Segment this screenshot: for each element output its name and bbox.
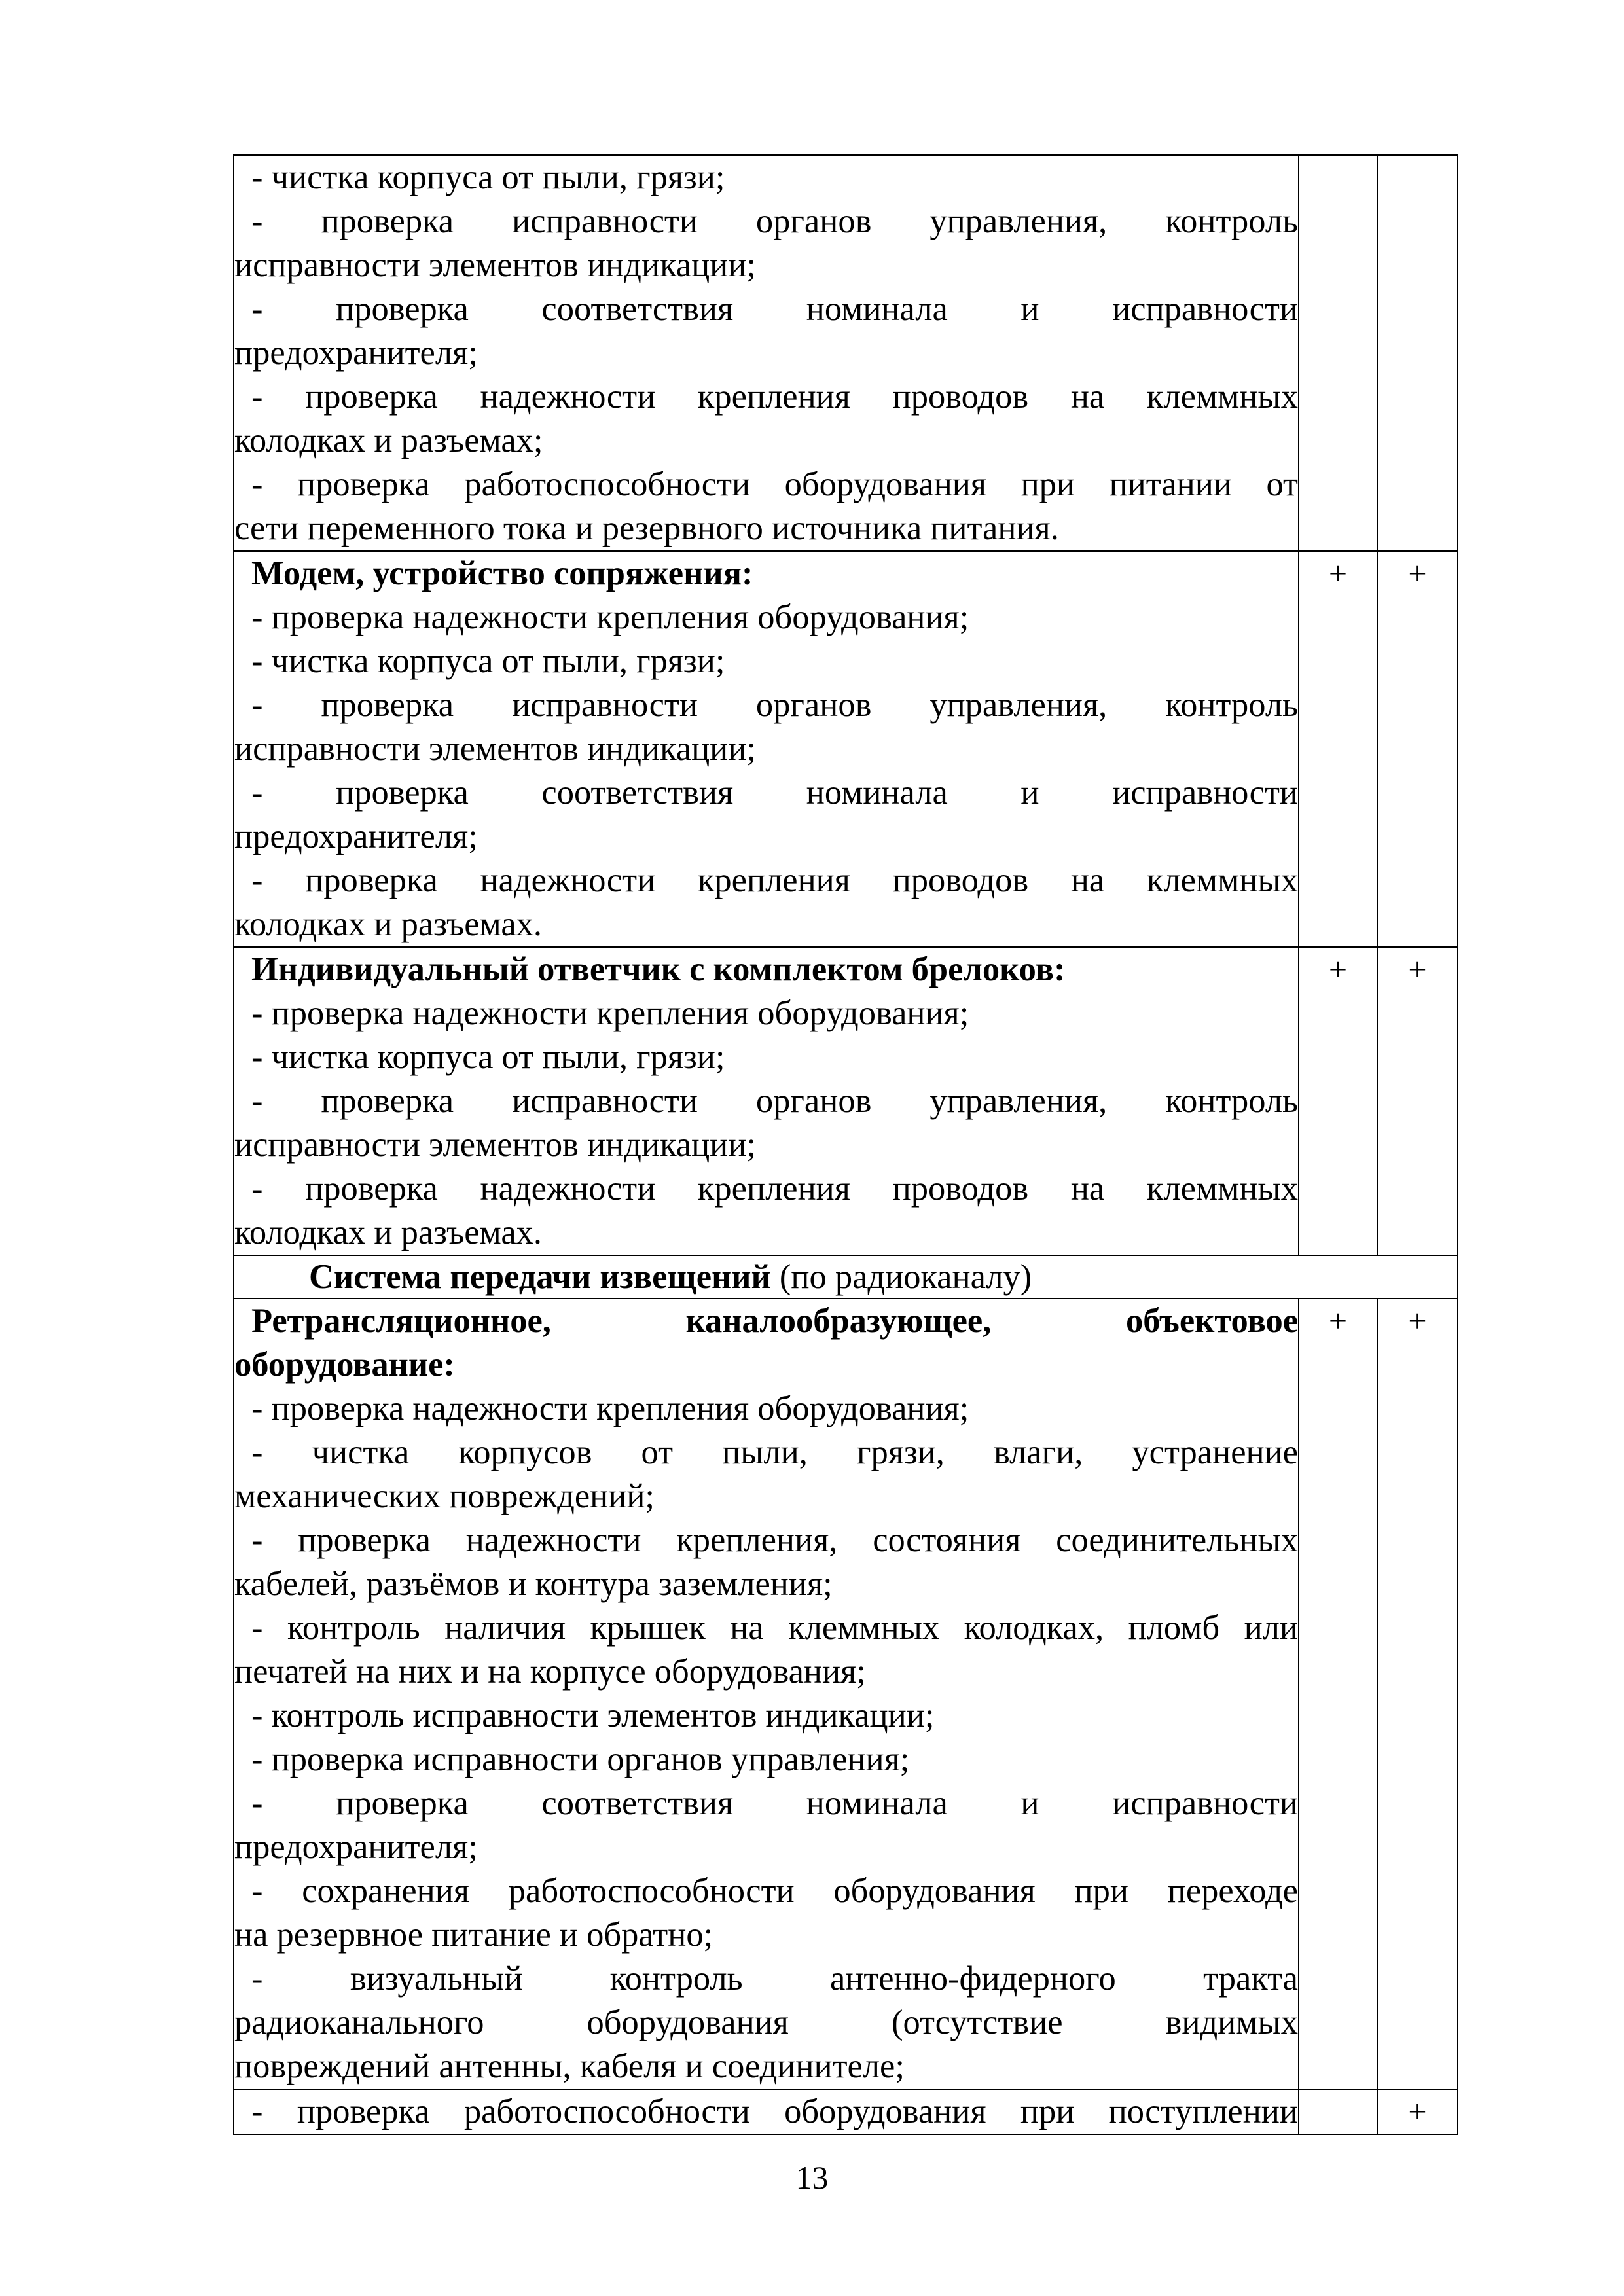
section-title-rest: (по радиоканалу) (770, 1258, 1032, 1296)
mark-cell-2: + (1377, 1299, 1458, 2089)
section-row (234, 1255, 1458, 1299)
text-line: исправности элементов индикации; (234, 1126, 756, 1164)
text-line: кабелей, разъёмов и контура заземления; (234, 1565, 833, 1603)
text-line: - чистка корпуса от пыли, грязи; (251, 642, 725, 680)
text-line: печатей на них и на корпусе оборудования; (234, 1653, 866, 1691)
text-line: колодках и разъемах. (234, 1213, 543, 1251)
text-line: - проверка надежности крепления проводов на клеммных (251, 861, 1298, 899)
section-title-bold: Система передачи извещений (309, 1258, 771, 1296)
text-line: - визуальный контроль антенно-фидерного тракта (251, 1960, 1298, 1998)
text-line: - проверка соответствия номинала и исправности (251, 1784, 1298, 1822)
text-line: - чистка корпуса от пыли, грязи; (251, 1038, 725, 1076)
text-line: - проверка соответствия номинала и исправности (251, 290, 1298, 328)
row-heading: Индивидуальный ответчик с комплектом брелоков: (251, 950, 1066, 988)
mark-cell-1: + (1299, 947, 1377, 1255)
table-row (234, 2089, 1458, 2134)
table-row (234, 1299, 1458, 2089)
description-cell (234, 947, 1299, 1255)
text-line: - контроль исправности элементов индикации; (251, 1696, 935, 1734)
text-line: - проверка соответствия номинала и исправности (251, 774, 1298, 812)
mark-cell-1 (1299, 155, 1377, 551)
table-row (234, 947, 1458, 1255)
text-line: предохранителя; (234, 1828, 478, 1866)
text-line: - проверка исправности органов управления, контроль (251, 1082, 1298, 1120)
text-line: - проверка надежности крепления оборудования; (251, 994, 969, 1032)
text-line: исправности элементов индикации; (234, 246, 756, 284)
mark-cell-1: + (1299, 1299, 1377, 2089)
text-line: колодках и разъемах; (234, 422, 543, 459)
table-row (234, 551, 1458, 947)
text-line: - проверка надежности крепления оборудования; (251, 598, 969, 636)
text-line: радиоканального оборудования (отсутствие видимых (234, 2003, 1298, 2041)
section-title (234, 1256, 1457, 1298)
text-line: исправности элементов индикации; (234, 730, 756, 768)
description-cell (234, 551, 1299, 947)
text-line: предохранителя; (234, 817, 478, 855)
text-line: - сохранения работоспособности оборудования при переходе (251, 1872, 1298, 1910)
maintenance-table (233, 154, 1458, 2135)
text-line: - проверка надежности крепления оборудования; (251, 1390, 969, 1427)
text-line: - проверка работоспособности оборудования при питании от (251, 465, 1298, 503)
table-row (234, 155, 1458, 551)
description-cell (234, 155, 1299, 551)
mark-cell-2 (1377, 155, 1458, 551)
description-cell (234, 2089, 1299, 2134)
text-line: на резервное питание и обратно; (234, 1916, 713, 1954)
text-line: - проверка исправности органов управления, контроль (251, 686, 1298, 724)
mark-cell-2: + (1377, 947, 1458, 1255)
row-heading-cont: оборудование: (234, 1346, 455, 1384)
mark-cell-2: + (1377, 2089, 1458, 2134)
mark-cell-2: + (1377, 551, 1458, 947)
description-cell (234, 1299, 1299, 2089)
text-line: механических повреждений; (234, 1477, 655, 1515)
text-line: - проверка надежности крепления, состояния соединительных (251, 1521, 1298, 1559)
text-line: - проверка исправности органов управления; (251, 1740, 910, 1778)
text-line: сети переменного тока и резервного источника питания. (234, 509, 1059, 547)
text-line: - проверка работоспособности оборудования при поступлении (251, 2092, 1298, 2130)
row-heading: Модем, устройство сопряжения: (251, 554, 753, 592)
text-line: - проверка надежности крепления проводов на клеммных (251, 378, 1298, 416)
section-title-cell (234, 1255, 1458, 1299)
text-line: - проверка надежности крепления проводов на клеммных (251, 1170, 1298, 1208)
row-heading: Ретрансляционное, каналообразующее, объектовое (251, 1302, 1298, 1340)
text-line: - проверка исправности органов управления, контроль (251, 202, 1298, 240)
text-line: предохранителя; (234, 334, 478, 372)
text-line: - чистка корпуса от пыли, грязи; (251, 158, 725, 196)
page-number: 13 (795, 2159, 829, 2196)
mark-cell-1 (1299, 2089, 1377, 2134)
text-line: колодках и разъемах. (234, 905, 543, 943)
text-line: повреждений антенны, кабеля и соединителе; (234, 2047, 905, 2085)
text-line: - чистка корпусов от пыли, грязи, влаги, устранение (251, 1433, 1298, 1471)
text-line: - контроль наличия крышек на клеммных колодках, пломб или (251, 1609, 1298, 1647)
mark-cell-1: + (1299, 551, 1377, 947)
